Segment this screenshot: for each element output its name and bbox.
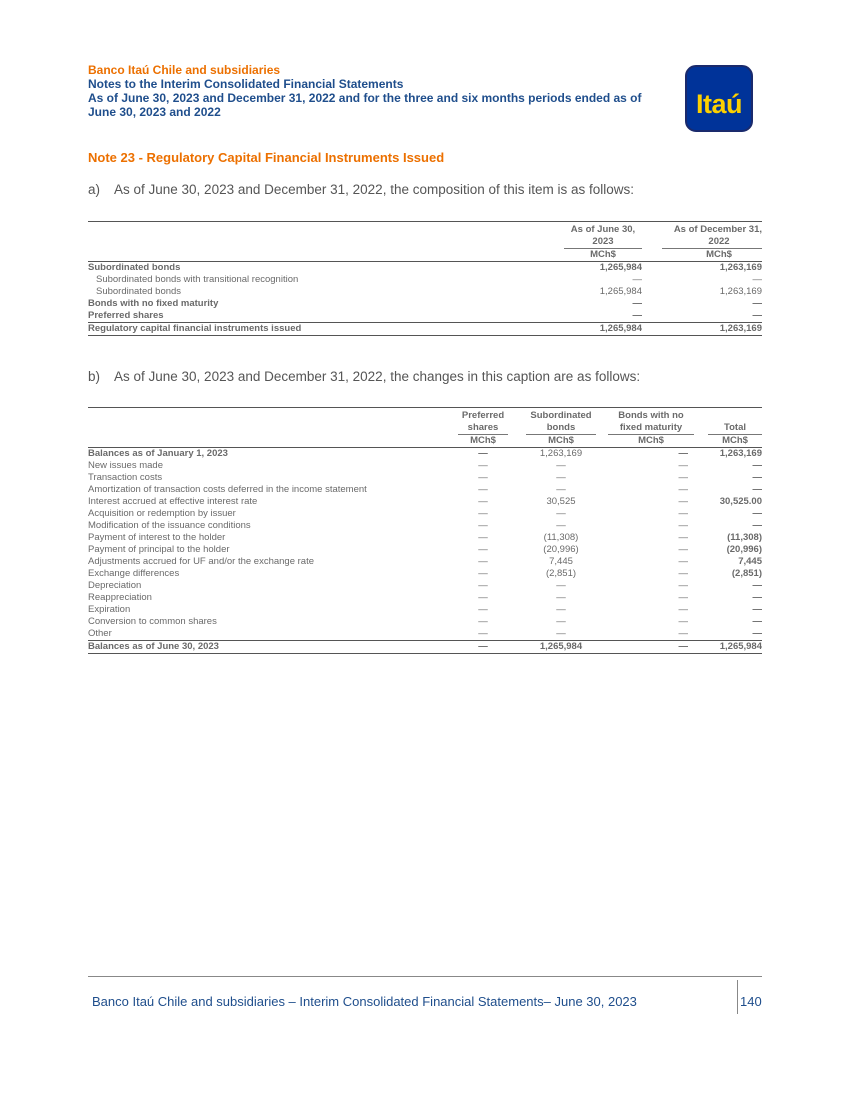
page-number: 140	[740, 994, 762, 1009]
table-row: Expiration — — — —	[88, 604, 762, 615]
logo-text: Itaú	[695, 89, 742, 119]
col-dec-2022-line1: As of December 31,	[662, 222, 762, 237]
header-line-3: June 30, 2023 and 2022	[88, 105, 221, 119]
table-row: Modification of the issuance conditions — — — —	[88, 520, 762, 531]
changes-header-row-2	[88, 422, 762, 435]
header-line-1: Notes to the Interim Consolidated Financial Statements	[88, 77, 404, 91]
table-row: Subordinated bonds with transitional recognition — —	[96, 274, 762, 285]
table-row: Bonds with no fixed maturity — —	[88, 298, 762, 309]
table-row: Subordinated bonds 1,265,984 1,263,169	[88, 262, 762, 273]
composition-table	[88, 221, 762, 336]
col-subordinated-line2: bonds	[526, 422, 596, 435]
col-june-2023-line1: As of June 30,	[564, 222, 642, 237]
changes-table	[88, 407, 762, 654]
table-row: Payment of principal to the holder — (20,996) — (20,996)	[88, 544, 762, 555]
note-title: Note 23 - Regulatory Capital Financial Instruments Issued	[88, 150, 445, 165]
col-total-line2: Total	[708, 422, 762, 435]
document-header	[88, 63, 688, 119]
section-a-text: As of June 30, 2023 and December 31, 2022, the composition of this item is as follows:	[114, 182, 635, 197]
header-line-2: As of June 30, 2023 and December 31, 2022 and for the three and six months periods ended as of	[88, 91, 642, 105]
section-a-intro	[88, 182, 634, 197]
table-row: Adjustments accrued for UF and/or the exchange rate — 7,445 — 7,445	[88, 556, 762, 567]
table-row: Interest accrued at effective interest rate — 30,525 — 30,525.00	[88, 496, 762, 507]
table-row: Acquisition or redemption by issuer — — — —	[88, 508, 762, 519]
table-total-row: Regulatory capital financial instruments issued 1,265,984 1,263,169	[88, 323, 762, 334]
footer-text: Banco Itaú Chile and subsidiaries – Interim Consolidated Financial Statements– June 30, 2023	[92, 994, 637, 1009]
table-row: Exchange differences — (2,851) — (2,851)	[88, 568, 762, 579]
changes-body	[88, 448, 762, 654]
table-row: Other — — — —	[88, 628, 762, 639]
col-june-2023-line2: 2023	[564, 236, 642, 249]
changes-header-row-1	[88, 408, 762, 423]
col-preferred-unit: MCh$	[458, 435, 508, 448]
col-nomaturity-line1: Bonds with no	[608, 408, 694, 423]
col-subordinated-line1: Subordinated	[526, 408, 596, 423]
footer-divider	[88, 976, 762, 977]
col-nomaturity-line2: fixed maturity	[608, 422, 694, 435]
composition-unit-row	[88, 249, 762, 262]
changes-unit-row	[88, 435, 762, 448]
table-row: Depreciation — — — —	[88, 580, 762, 591]
itau-logo	[685, 65, 753, 132]
table-row: Amortization of transaction costs deferred in the income statement — — — —	[88, 484, 762, 495]
section-b-text: As of June 30, 2023 and December 31, 2022, the changes in this caption are as follows:	[114, 369, 641, 384]
table-row: Preferred shares — —	[88, 310, 762, 321]
composition-header-row-1	[88, 222, 762, 237]
col-nomaturity-unit: MCh$	[608, 435, 694, 448]
table-row: Conversion to common shares — — — —	[88, 616, 762, 627]
table-row: Payment of interest to the holder — (11,308) — (11,308)	[88, 532, 762, 543]
col-preferred-line1: Preferred	[458, 408, 508, 423]
company-name: Banco Itaú Chile and subsidiaries	[88, 63, 281, 77]
table-row: Transaction costs — — — —	[88, 472, 762, 483]
table-row: Reappreciation — — — —	[88, 592, 762, 603]
table-row: Balances as of January 1, 2023 — 1,263,169 — 1,263,169	[88, 448, 762, 459]
section-b-intro	[88, 369, 640, 384]
composition-header-row-2	[88, 236, 762, 249]
section-a-label: a)	[88, 182, 101, 197]
col-total-line1	[708, 408, 762, 423]
col-subordinated-unit: MCh$	[526, 435, 596, 448]
section-b-label: b)	[88, 369, 101, 384]
col-dec-2022-line2: 2022	[662, 236, 762, 249]
col-preferred-line2: shares	[458, 422, 508, 435]
table-row: New issues made — — — —	[88, 460, 762, 471]
table-row: Subordinated bonds 1,265,984 1,263,169	[96, 286, 762, 297]
col-june-2023-unit: MCh$	[564, 249, 642, 262]
col-total-unit: MCh$	[708, 435, 762, 448]
footer-separator	[737, 980, 738, 1014]
col-dec-2022-unit: MCh$	[662, 249, 762, 262]
table-total-row: Balances as of June 30, 2023 — 1,265,984 — 1,265,984	[88, 641, 762, 652]
